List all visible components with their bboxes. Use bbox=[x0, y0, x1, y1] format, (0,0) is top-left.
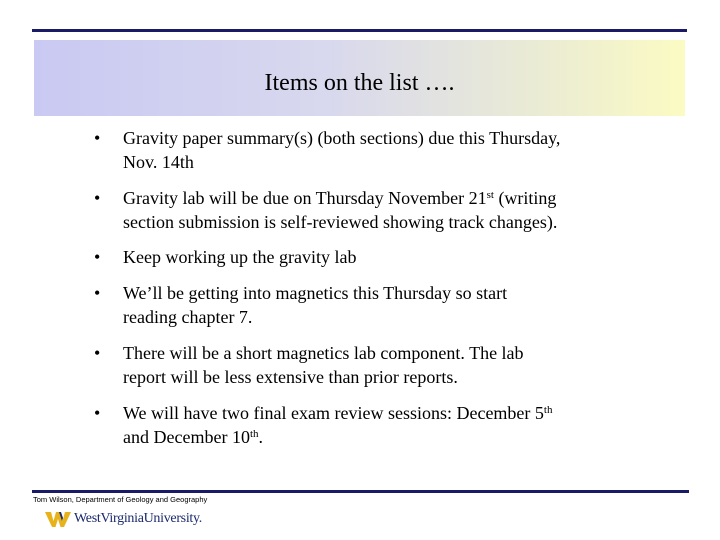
wvu-logo-text: WestVirginiaUniversity. bbox=[74, 511, 203, 526]
bullet-text bbox=[123, 281, 653, 329]
bullet-dot: • bbox=[94, 283, 101, 303]
bullet-dot: • bbox=[94, 403, 101, 423]
bullet-line: Keep working up the gravity lab bbox=[123, 247, 357, 267]
ordinal-suffix: th bbox=[543, 404, 553, 416]
bullet-dot: • bbox=[94, 247, 101, 267]
bullet-line: (writing bbox=[493, 188, 557, 208]
bullet-line: Nov. 14th bbox=[123, 152, 194, 172]
bullet-line: We will have two final exam review sessions: December 5 bbox=[123, 403, 544, 423]
bullet-line: We’ll be getting into magnetics this Thursday so start bbox=[123, 283, 508, 303]
slide-title: Items on the list …. bbox=[264, 70, 455, 96]
bullet-dot: • bbox=[94, 343, 101, 363]
bullet-text bbox=[123, 245, 653, 269]
bullet-text bbox=[123, 401, 653, 449]
bullet-line: report will be less extensive than prior reports. bbox=[123, 367, 458, 387]
bullet-dot: • bbox=[94, 188, 101, 208]
bullet-line: section submission is self-reviewed showing track changes). bbox=[123, 212, 558, 232]
wvu-flying-wv-icon bbox=[45, 509, 71, 529]
bullet-text bbox=[123, 126, 653, 174]
footer-credit: Tom Wilson, Department of Geology and Geography bbox=[33, 495, 208, 504]
ordinal-suffix: th bbox=[249, 428, 259, 440]
bullet-line: and December 10 bbox=[123, 427, 250, 447]
title-band bbox=[34, 40, 685, 116]
bottom-rule bbox=[32, 490, 689, 493]
bullet-line: reading chapter 7. bbox=[123, 307, 253, 327]
wvu-logo bbox=[45, 508, 202, 530]
bullet-dot: • bbox=[94, 128, 101, 148]
bullet-line: There will be a short magnetics lab component. The lab bbox=[123, 343, 524, 363]
bullet-text bbox=[123, 341, 653, 389]
bullet-line: Gravity paper summary(s) (both sections) due this Thursday, bbox=[123, 128, 561, 148]
bullet-line: Gravity lab will be due on Thursday November 21 bbox=[123, 188, 487, 208]
ordinal-suffix: st bbox=[486, 189, 494, 201]
top-rule bbox=[32, 29, 687, 32]
bullet-line: . bbox=[258, 427, 264, 447]
bullet-text bbox=[123, 186, 653, 234]
